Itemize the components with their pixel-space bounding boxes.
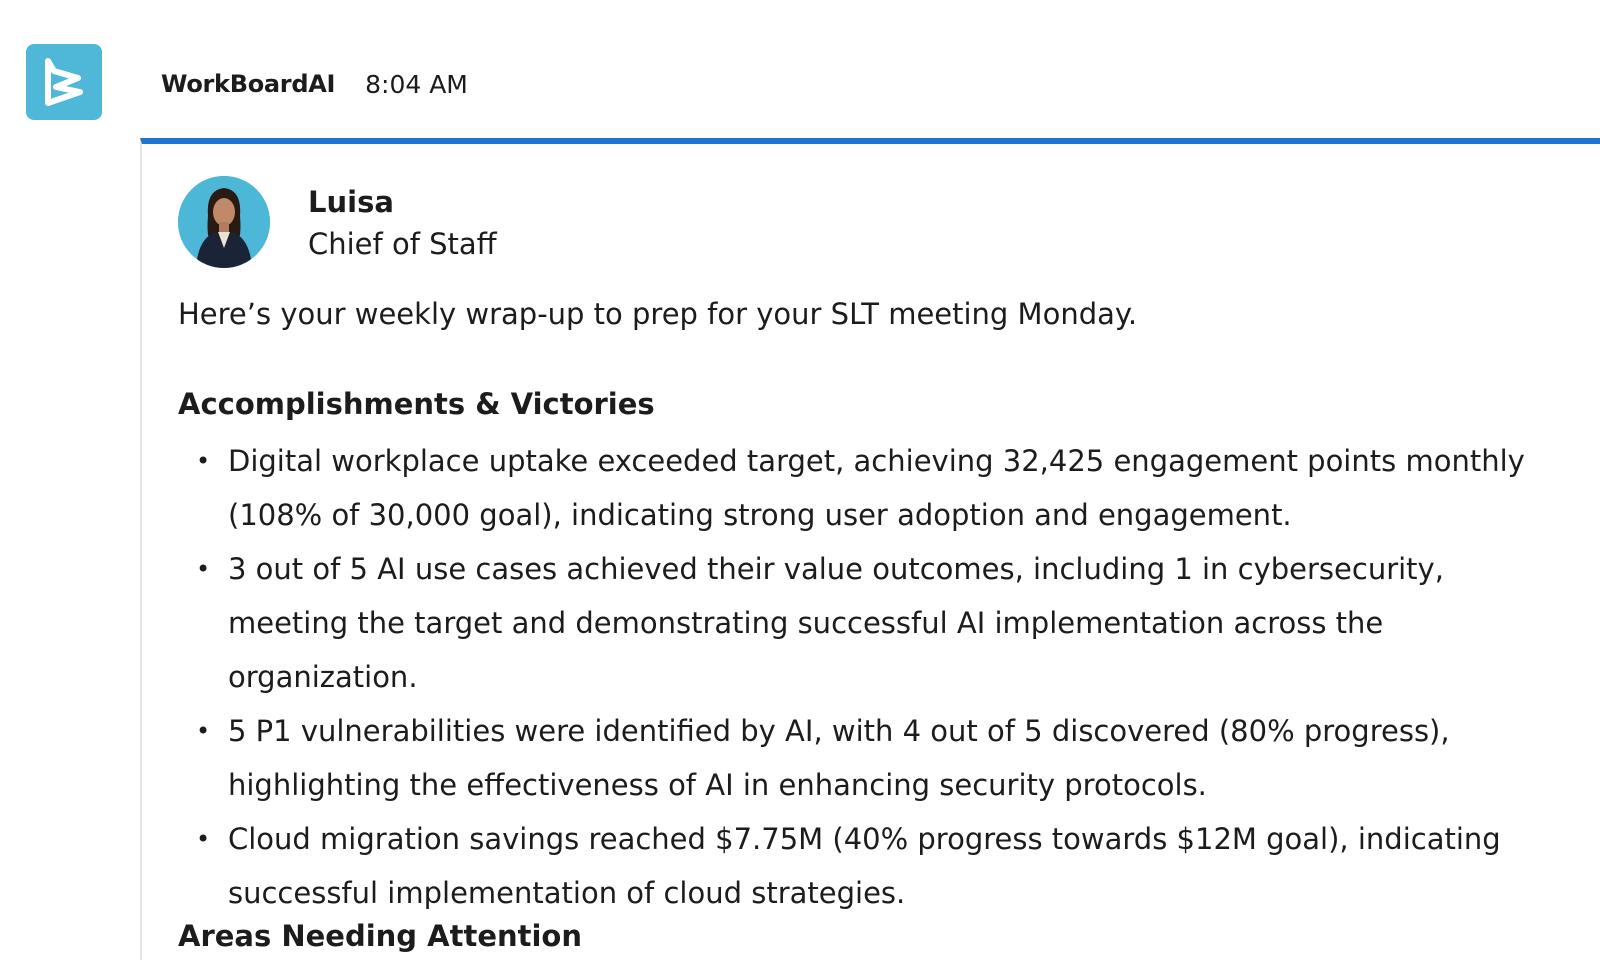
list-item-text: Cloud migration savings reached $7.75M (40% progress towards $12M goal), indicating successful implementation of cloud strategies. [228, 822, 1501, 910]
list-item [178, 812, 1568, 920]
list-item [178, 434, 1568, 542]
list-item [178, 542, 1568, 704]
accomplishments-list [178, 434, 1600, 920]
list-item-text: 3 out of 5 AI use cases achieved their value outcomes, including 1 in cybersecurity, meeting the target and demonstrating successful AI implementation across the organization. [228, 552, 1444, 694]
workboard-logo-glyph [42, 58, 86, 106]
avatar[interactable] [178, 176, 270, 268]
profile-block [178, 176, 497, 268]
list-item-text: 5 P1 vulnerabilities were identified by AI, with 4 out of 5 discovered (80% progress), highlighting the effectiveness of AI in enhancing security protocols. [228, 714, 1450, 802]
section-heading-attention: Areas Needing Attention [178, 919, 583, 953]
section-heading-accomplishments: Accomplishments & Victories [178, 387, 655, 421]
wrap-up-card [140, 138, 1600, 960]
profile-text [308, 182, 497, 266]
bullet-icon: • [196, 825, 211, 853]
message-timestamp[interactable]: 8:04 AM [365, 69, 468, 99]
message-header [161, 64, 468, 104]
bullet-icon: • [196, 555, 211, 583]
sender-name[interactable]: WorkBoardAI [161, 70, 336, 98]
list-item-text: Digital workplace uptake exceeded target, achieving 32,425 engagement points monthly (108% of 30,000 goal), indicating strong user adoption and engagement. [228, 444, 1525, 532]
profile-name: Luisa [308, 185, 394, 219]
workboard-logo-icon[interactable] [26, 44, 102, 120]
bullet-icon: • [196, 447, 211, 475]
bullet-icon: • [196, 717, 211, 745]
list-item [178, 704, 1568, 812]
profile-photo [178, 176, 270, 268]
profile-role: Chief of Staff [308, 227, 497, 261]
intro-text: Here’s your weekly wrap-up to prep for your SLT meeting Monday. [178, 297, 1138, 331]
